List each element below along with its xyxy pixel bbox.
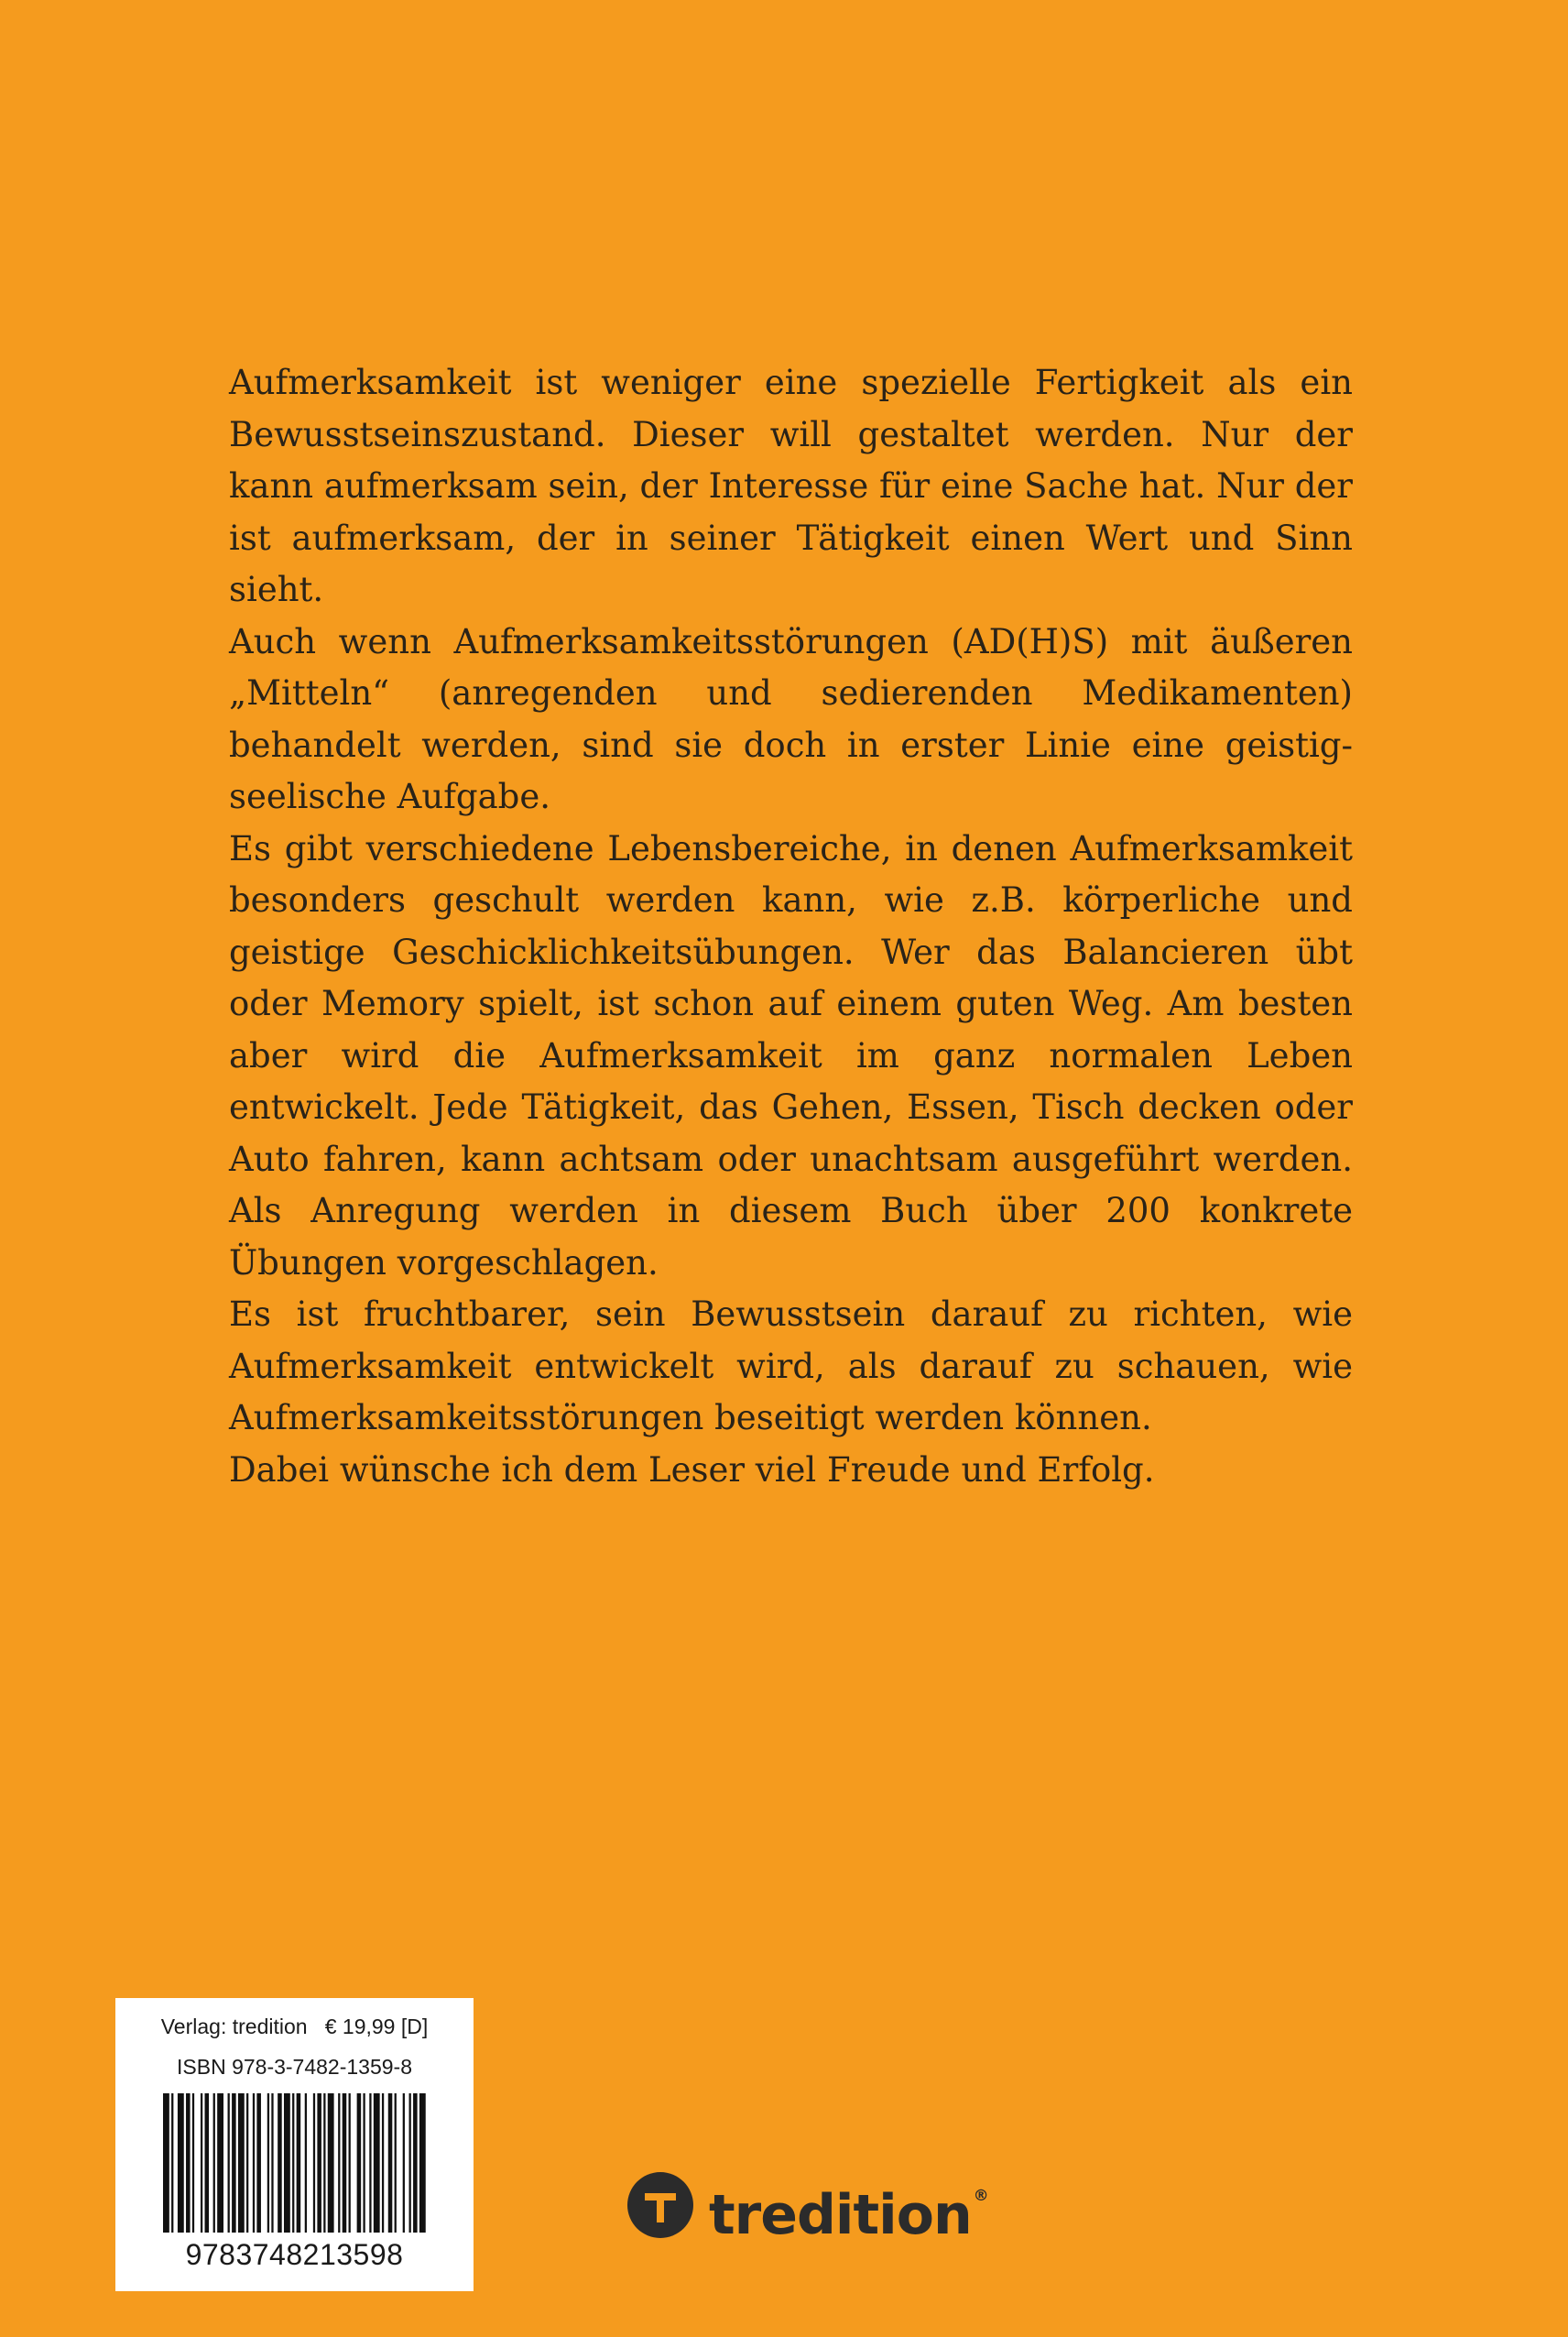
barcode-bar	[313, 2093, 315, 2233]
barcode-bar	[369, 2093, 371, 2233]
barcode-bar	[267, 2093, 269, 2233]
barcode-bar	[271, 2093, 273, 2233]
barcode-bar	[419, 2093, 426, 2233]
barcode-bar	[382, 2093, 384, 2233]
barcode-bar	[163, 2093, 169, 2233]
barcode-bar	[232, 2093, 236, 2233]
isbn-text: ISBN 978-3-7482-1359-8	[177, 2055, 412, 2079]
blurb-paragraph-4: Es ist fruchtbarer, sein Bewusstsein darauf zu richten, wie Aufmerksamkeit entwickelt wird, als darauf zu schauen, wie Aufmerksamkeitsstörungen beseitigt werden können.	[229, 1294, 1353, 1437]
barcode-bar	[201, 2093, 202, 2233]
barcode-bar	[413, 2093, 418, 2233]
barcode-bar	[178, 2093, 184, 2233]
barcode-bar	[363, 2093, 365, 2233]
barcode-bar	[305, 2093, 307, 2233]
publisher-text: Verlag: tredition	[160, 2015, 308, 2038]
barcode-bar	[349, 2093, 351, 2233]
barcode-bar	[246, 2093, 248, 2233]
registered-mark: ®	[973, 2186, 988, 2205]
barcode-bar	[343, 2093, 347, 2233]
price-text: € 19,99 [D]	[324, 2015, 429, 2038]
barcode-bar	[253, 2093, 255, 2233]
barcode-bar	[186, 2093, 191, 2233]
barcode-bar	[374, 2093, 380, 2233]
blurb-paragraph-5: Dabei wünsche ich dem Leser viel Freude und Erfolg.	[229, 1449, 1155, 1490]
barcode-bar	[217, 2093, 223, 2233]
barcode-bar	[297, 2093, 301, 2233]
barcode-bar	[292, 2093, 294, 2233]
barcode-bar	[171, 2093, 173, 2233]
barcode-bar	[228, 2093, 230, 2233]
barcode-bar	[388, 2093, 393, 2233]
tredition-logo	[626, 2171, 988, 2247]
barcode-bar	[317, 2093, 321, 2233]
price-barcode-label	[115, 1998, 474, 2291]
barcode-bar	[238, 2093, 245, 2233]
barcode-bar	[395, 2093, 397, 2233]
barcode-bar	[278, 2093, 282, 2233]
barcode-bar	[213, 2093, 215, 2233]
barcode-bar	[403, 2093, 405, 2233]
publisher-price-line	[115, 2015, 474, 2039]
blurb-paragraph-1: Aufmerksamkeit ist weniger eine spezielle Fertigkeit als ein Bewusstseinszustand. Dieser will gestaltet werden. Nur der kann aufmerksam sein, der Interesse für eine Sache hat. Nur der ist aufmerksam, der in seiner Tätigkeit einen Wert und Sinn sieht.	[229, 363, 1353, 609]
barcode-bar	[409, 2093, 411, 2233]
barcode-bar	[205, 2093, 210, 2233]
barcode-bar	[338, 2093, 340, 2233]
barcode-digits: 9783748213598	[185, 2238, 404, 2271]
barcode-bar	[256, 2093, 261, 2233]
logo-name: tredition	[709, 2182, 972, 2247]
tredition-t-icon	[626, 2171, 694, 2239]
barcode-bar	[357, 2093, 362, 2233]
barcode-bar	[328, 2093, 334, 2233]
barcode-bar	[192, 2093, 194, 2233]
barcode-bar	[323, 2093, 325, 2233]
isbn-barcode	[163, 2093, 428, 2233]
blurb-paragraph-3: Es gibt verschiedene Lebensbereiche, in denen Aufmerksamkeit besonders geschult werden kann, wie z.B. körperliche und geistige Geschicklichkeitsübungen. Wer das Balancieren übt oder Memory spielt, ist schon auf einem guten Weg. Am besten aber wird die Aufmerksamkeit im ganz normalen Leben entwickelt. Jede Tätigkeit, das Gehen, Essen, Tisch decken oder Auto fahren, kann achtsam oder unachtsam ausgeführt werden. Als Anregung werden in diesem Buch über 200 konkrete Übungen vorgeschlagen.	[229, 828, 1353, 1283]
tredition-wordmark	[709, 2162, 988, 2249]
barcode-bar	[284, 2093, 290, 2233]
back-cover-blurb	[229, 357, 1353, 1496]
blurb-paragraph-2: Auch wenn Aufmerksamkeitsstörungen (AD(H)S) mit äußeren „Mitteln“ (anregenden und sedierenden Medikamenten) behandelt werden, sind sie doch in erster Linie eine geistig-seelische Aufgabe.	[229, 621, 1353, 816]
